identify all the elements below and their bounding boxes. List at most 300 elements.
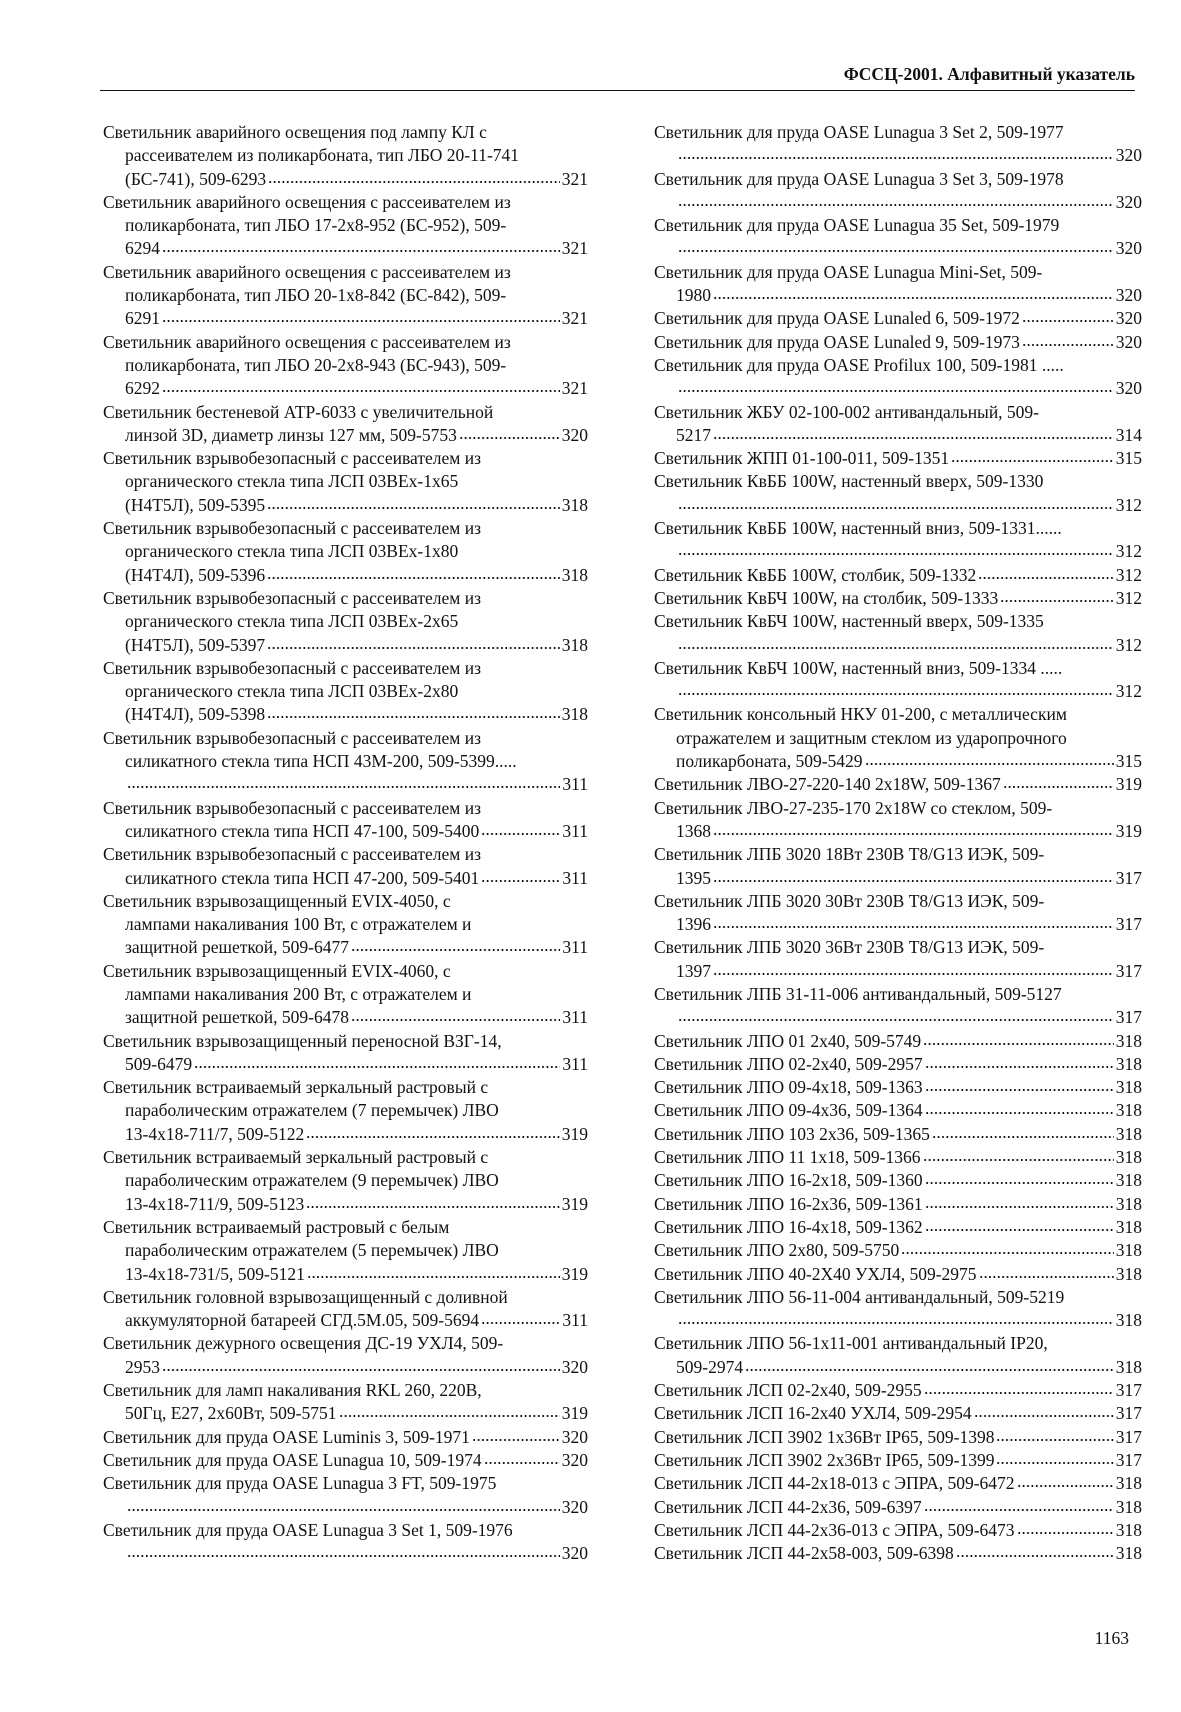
index-entry (654, 1099, 1142, 1122)
entry-text-line: защитной решеткой, 509-6478 (125, 1007, 349, 1028)
leader-dots (713, 832, 1114, 836)
entry-text-line: защитной решеткой, 509-6477 (125, 937, 349, 958)
entry-page-number: 312 (1115, 494, 1142, 515)
entry-text-line: поликарбоната, тип ЛБО 20-2х8-943 (БС-943), 509- (125, 354, 507, 375)
index-entry (103, 960, 588, 1030)
index-entry (654, 1123, 1142, 1146)
entry-page-number: 317 (1115, 867, 1142, 888)
entry-text-line: силикатного стекла типа НСП 43М-200, 509-5399..... (125, 751, 517, 772)
entry-text-line: 1368 (676, 820, 711, 841)
index-entry (103, 727, 588, 797)
index-entry (654, 1030, 1142, 1053)
entry-text-line: Светильник ЛПО 2х80, 509-5750 (654, 1240, 900, 1261)
entry-text-line: рассеивателем из поликарбоната, тип ЛБО 20-11-741 (125, 145, 520, 166)
entry-page-number: 315 (1115, 751, 1142, 772)
leader-dots (481, 879, 560, 883)
entry-page-number: 318 (561, 704, 588, 725)
leader-dots (996, 1461, 1113, 1465)
entry-page-number: 318 (1115, 1473, 1142, 1494)
index-entry (103, 890, 588, 960)
leader-dots (267, 576, 560, 580)
leader-dots (978, 576, 1113, 580)
leader-dots (678, 506, 1114, 510)
entry-page-number: 318 (561, 494, 588, 515)
index-entry (103, 1146, 588, 1216)
entry-text-line: Светильник ЛПО 56-1х11-001 антивандальный IP20, (654, 1333, 1048, 1354)
leader-dots (678, 692, 1114, 696)
entry-text-line: Светильник ЛПО 16-2х18, 509-1360 (654, 1170, 923, 1191)
entry-page-number: 318 (561, 564, 588, 585)
entry-text-line: Светильник бестеневой АТР-6033 с увеличительной (103, 401, 494, 422)
entry-text-line: Светильник ЛСП 3902 1х36Вт IP65, 509-1398 (654, 1426, 995, 1447)
leader-dots (925, 1065, 1114, 1069)
entry-page-number: 318 (1115, 1123, 1142, 1144)
index-entry (654, 1379, 1142, 1402)
entry-page-number: 318 (1115, 1030, 1142, 1051)
index-entry (654, 517, 1142, 564)
entry-text-line: 6292 (125, 378, 160, 399)
entry-page-number: 321 (561, 168, 588, 189)
index-entry (654, 331, 1142, 354)
index-entry (103, 1472, 588, 1519)
index-entry (103, 1519, 588, 1566)
entry-page-number: 320 (561, 1426, 588, 1447)
entry-page-number: 318 (1115, 1519, 1142, 1540)
entry-page-number: 318 (1115, 1216, 1142, 1237)
leader-dots (678, 1321, 1114, 1325)
entry-text-line: Светильник ЛПО 40-2Х40 УХЛ4, 509-2975 (654, 1263, 977, 1284)
entry-text-line: органического стекла типа ЛСП 03ВЕх-1х80 (125, 541, 459, 562)
entry-text-line: 13-4х18-711/9, 509-5123 (125, 1193, 305, 1214)
index-entry (103, 1286, 588, 1333)
index-entry (103, 191, 588, 261)
index-entry (654, 1053, 1142, 1076)
entry-text-line: Светильник ЛСП 44-2х18-013 с ЭПРА, 509-6472 (654, 1473, 1015, 1494)
entry-text-line: (Н4Т5Л), 509-5395 (125, 494, 266, 515)
index-entry (654, 1193, 1142, 1216)
leader-dots (924, 1508, 1114, 1512)
entry-page-number: 312 (1115, 564, 1142, 585)
entry-text-line: Светильник аварийного освещения под лампу КЛ с (103, 122, 487, 142)
leader-dots (162, 389, 560, 393)
index-entry (654, 1542, 1142, 1565)
leader-dots (267, 646, 560, 650)
leader-dots (925, 1181, 1114, 1185)
leader-dots (678, 1018, 1114, 1022)
entry-page-number: 320 (1115, 191, 1142, 212)
entry-page-number: 320 (1115, 331, 1142, 352)
entry-page-number: 312 (1115, 634, 1142, 655)
entry-text-line: Светильник ЛПБ 3020 30Вт 230В Т8/G13 ИЭК, 509- (654, 890, 1045, 911)
leader-dots (713, 925, 1114, 929)
index-entry (654, 564, 1142, 587)
index-entry (654, 401, 1142, 448)
entry-page-number: 320 (561, 424, 588, 445)
leader-dots (1017, 1484, 1114, 1488)
leader-dots (162, 249, 560, 253)
leader-dots (481, 1321, 560, 1325)
leader-dots (932, 1135, 1114, 1139)
entry-page-number: 321 (561, 238, 588, 259)
leader-dots (194, 1065, 560, 1069)
leader-dots (923, 1158, 1114, 1162)
leader-dots (267, 506, 560, 510)
entry-text-line: поликарбоната, 509-5429 (676, 751, 863, 772)
entry-page-number: 318 (1115, 1053, 1142, 1074)
entry-text-line: Светильник ЛПО 09-4х18, 509-1363 (654, 1077, 923, 1098)
entry-text-line: Светильник ЛСП 02-2х40, 509-2955 (654, 1380, 922, 1401)
index-entry (103, 401, 588, 448)
leader-dots (484, 1461, 560, 1465)
entry-page-number: 314 (1115, 424, 1142, 445)
entry-text-line: Светильник ЛПО 103 2х36, 509-1365 (654, 1123, 930, 1144)
leader-dots (162, 319, 560, 323)
index-entry (654, 1263, 1142, 1286)
index-entry (654, 354, 1142, 401)
entry-text-line: Светильник КвБЧ 100W, на столбик, 509-1333 (654, 587, 999, 608)
index-entry (654, 121, 1142, 168)
entry-page-number: 312 (1115, 681, 1142, 702)
entry-text-line: Светильник взрывобезопасный с рассеивателем из (103, 844, 482, 865)
leader-dots (162, 1368, 560, 1372)
index-entry (654, 703, 1142, 773)
index-entry (103, 517, 588, 587)
entry-text-line: Светильник взрывобезопасный с рассеивателем из (103, 518, 482, 539)
entry-text-line: 6294 (125, 238, 160, 259)
entry-text-line: 13-4х18-731/5, 509-5121 (125, 1263, 305, 1284)
leader-dots (924, 1391, 1114, 1395)
entry-text-line: Светильник ЛПБ 3020 18Вт 230В Т8/G13 ИЭК, 509- (654, 844, 1045, 865)
index-entry (654, 1332, 1142, 1379)
index-entry (654, 1286, 1142, 1333)
leader-dots (481, 832, 560, 836)
index-entry (654, 307, 1142, 330)
entry-text-line: 509-6479 (125, 1053, 193, 1074)
entry-page-number: 320 (1115, 145, 1142, 166)
entry-page-number: 320 (561, 1543, 588, 1564)
entry-text-line: Светильник встраиваемый зеркальный растровый с (103, 1077, 489, 1098)
entry-page-number: 319 (1115, 774, 1142, 795)
leader-dots (127, 1554, 560, 1558)
entry-text-line: Светильник взрывобезопасный с рассеивателем из (103, 448, 482, 469)
index-entry (654, 890, 1142, 937)
entry-page-number: 318 (1115, 1147, 1142, 1168)
entry-text-line: Светильник головной взрывозащищенный с доливной (103, 1286, 508, 1307)
leader-dots (713, 296, 1114, 300)
leader-dots (923, 1042, 1114, 1046)
entry-page-number: 320 (1115, 308, 1142, 329)
entry-page-number: 318 (1115, 1310, 1142, 1331)
entry-page-number: 320 (561, 1496, 588, 1517)
leader-dots (268, 180, 560, 184)
entry-page-number: 311 (562, 937, 588, 958)
leader-dots (127, 1508, 560, 1512)
entry-text-line: силикатного стекла типа НСП 47-200, 509-5401 (125, 867, 480, 888)
entry-page-number: 317 (1115, 1007, 1142, 1028)
entry-page-number: 320 (1115, 378, 1142, 399)
entry-text-line: Светильник взрывобезопасный с рассеивателем из (103, 797, 482, 818)
entry-text-line: Светильник ЛПО 11 1х18, 509-1366 (654, 1147, 921, 1168)
leader-dots (925, 1111, 1114, 1115)
index-entry (103, 1332, 588, 1379)
entry-page-number: 320 (1115, 285, 1142, 306)
entry-text-line: Светильник ЛСП 44-2х58-003, 509-6398 (654, 1543, 954, 1564)
entry-text-line: Светильник КвББ 100W, столбик, 509-1332 (654, 564, 977, 585)
entry-text-line: Светильник аварийного освещения с рассеивателем из (103, 261, 511, 282)
entry-page-number: 317 (1115, 914, 1142, 935)
entry-text-line: Светильник ЛПО 09-4х36, 509-1364 (654, 1100, 923, 1121)
index-entry (103, 1076, 588, 1146)
entry-text-line: отражателем и защитным стеклом из ударопрочного (676, 727, 1067, 748)
entry-text-line: органического стекла типа ЛСП 03ВЕх-2х65 (125, 611, 459, 632)
entry-text-line: аккумуляторной батареей СГД.5М.05, 509-5694 (125, 1310, 480, 1331)
entry-text-line: Светильник ЛПО 16-2х36, 509-1361 (654, 1193, 923, 1214)
entry-text-line: 5217 (676, 424, 711, 445)
running-header: ФССЦ-2001. Алфавитный указатель (843, 64, 1135, 84)
entry-text-line: Светильник для пруда OASE Luminis 3, 509-1971 (103, 1426, 470, 1447)
leader-dots (1000, 599, 1114, 603)
leader-dots (745, 1368, 1114, 1372)
entry-text-line: Светильник консольный НКУ 01-200, с металлическим (654, 704, 1067, 725)
index-entry (103, 1449, 588, 1472)
index-entry (654, 1239, 1142, 1262)
entry-text-line: 1980 (676, 285, 711, 306)
entry-text-line: Светильник аварийного освещения с рассеивателем из (103, 191, 511, 212)
entry-text-line: Светильник ЛПО 01 2х40, 509-5749 (654, 1030, 922, 1051)
entry-text-line: Светильник для ламп накаливания RKL 260, 220В, (103, 1380, 482, 1401)
index-entry (654, 587, 1142, 610)
index-entry (654, 936, 1142, 983)
entry-text-line: Светильник ЛВО-27-220-140 2х18W, 509-1367 (654, 774, 1001, 795)
entry-text-line: (БС-741), 509-6293 (125, 168, 267, 189)
entry-page-number: 311 (562, 1310, 588, 1331)
entry-text-line: Светильник для пруда OASE Profilux 100, 509-1981 ..... (654, 354, 1064, 375)
entry-page-number: 318 (1115, 1077, 1142, 1098)
entry-page-number: 311 (562, 1007, 588, 1028)
entry-page-number: 318 (1115, 1170, 1142, 1191)
entry-text-line: 6291 (125, 308, 160, 329)
leader-dots (678, 203, 1114, 207)
entry-text-line: Светильник взрывозащищенный переносной ВЗГ-14, (103, 1030, 502, 1051)
index-entry (654, 797, 1142, 844)
entry-text-line: (Н4Т4Л), 509-5398 (125, 704, 266, 725)
leader-dots (925, 1228, 1114, 1232)
entry-text-line: Светильник КвБЧ 100W, настенный вниз, 509-1334 ..... (654, 657, 1063, 678)
index-column-right (654, 121, 1142, 1565)
index-entry (654, 1076, 1142, 1099)
leader-dots (1003, 785, 1114, 789)
leader-dots (127, 785, 560, 789)
entry-text-line: Светильник для пруда OASE Lunagua 3 FT, 509-1975 (103, 1473, 497, 1494)
entry-page-number: 319 (561, 1403, 588, 1424)
index-entry (654, 447, 1142, 470)
leader-dots (974, 1414, 1114, 1418)
entry-text-line: поликарбоната, тип ЛБО 20-1х8-842 (БС-842), 509- (125, 285, 507, 306)
entry-text-line: Светильник ЛПО 56-11-004 антивандальный, 509-5219 (654, 1286, 1065, 1307)
entry-text-line: органического стекла типа ЛСП 03ВЕх-2х80 (125, 681, 459, 702)
leader-dots (306, 1205, 560, 1209)
entry-page-number: 320 (1115, 238, 1142, 259)
index-entry (654, 470, 1142, 517)
entry-text-line: 1395 (676, 867, 711, 888)
entry-text-line: Светильник дежурного освещения ДС-19 УХЛ4, 509- (103, 1333, 504, 1354)
index-entry (654, 657, 1142, 704)
index-entry (103, 1030, 588, 1077)
entry-page-number: 312 (1115, 541, 1142, 562)
entry-text-line: Светильник ЛВО-27-235-170 2х18W со стеклом, 509- (654, 797, 1053, 818)
index-entry (654, 983, 1142, 1030)
entry-page-number: 318 (1115, 1240, 1142, 1261)
leader-dots (713, 879, 1114, 883)
entry-text-line: Светильник ЖБУ 02-100-002 антивандальный, 509- (654, 401, 1040, 422)
index-entry (654, 1449, 1142, 1472)
entry-page-number: 319 (561, 1123, 588, 1144)
index-entry (654, 1426, 1142, 1449)
entry-text-line: Светильник КвББ 100W, настенный вниз, 509-1331...... (654, 518, 1062, 539)
entry-text-line: Светильник для пруда OASE Lunagua 35 Set, 509-1979 (654, 215, 1060, 236)
entry-text-line: 1396 (676, 914, 711, 935)
index-entry (654, 1169, 1142, 1192)
leader-dots (713, 436, 1114, 440)
entry-text-line: 2953 (125, 1356, 160, 1377)
leader-dots (1017, 1531, 1114, 1535)
leader-dots (339, 1414, 560, 1418)
entry-text-line: Светильник для пруда OASE Lunagua 3 Set 1, 509-1976 (103, 1519, 513, 1540)
entry-text-line: Светильник взрывобезопасный с рассеивателем из (103, 657, 482, 678)
leader-dots (267, 715, 560, 719)
entry-page-number: 318 (1115, 1356, 1142, 1377)
entry-page-number: 317 (1115, 1403, 1142, 1424)
entry-text-line: органического стекла типа ЛСП 03ВЕх-1х65 (125, 471, 459, 492)
index-entry (103, 1379, 588, 1426)
entry-text-line: Светильник для пруда OASE Lunaled 6, 509-1972 (654, 308, 1020, 329)
entry-text-line: Светильник ЛПО 02-2х40, 509-2957 (654, 1053, 923, 1074)
entry-page-number: 321 (561, 378, 588, 399)
leader-dots (996, 1438, 1113, 1442)
index-entry (103, 587, 588, 657)
entry-page-number: 321 (561, 308, 588, 329)
entry-text-line: лампами накаливания 100 Вт, с отражателем и (125, 914, 472, 935)
index-entry (103, 1216, 588, 1286)
leader-dots (925, 1205, 1114, 1209)
entry-text-line: Светильник аварийного освещения с рассеивателем из (103, 331, 511, 352)
entry-page-number: 315 (1115, 448, 1142, 469)
index-entry (103, 1426, 588, 1449)
entry-text-line: Светильник встраиваемый растровый с белым (103, 1216, 450, 1237)
index-entry (654, 168, 1142, 215)
leader-dots (713, 972, 1114, 976)
entry-text-line: Светильник ЛПБ 3020 36Вт 230В Т8/G13 ИЭК, 509- (654, 937, 1045, 958)
entry-page-number: 320 (561, 1356, 588, 1377)
index-entry (654, 1216, 1142, 1239)
entry-text-line: Светильник взрывозащищенный EVIX-4060, с (103, 960, 451, 981)
entry-page-number: 318 (1115, 1496, 1142, 1517)
index-entry (654, 843, 1142, 890)
header-rule (100, 90, 1135, 91)
entry-text-line: линзой 3D, диаметр линзы 127 мм, 509-5753 (125, 424, 457, 445)
entry-text-line: Светильник взрывобезопасный с рассеивателем из (103, 587, 482, 608)
entry-page-number: 311 (562, 774, 588, 795)
entry-page-number: 318 (1115, 1100, 1142, 1121)
entry-text-line: Светильник ЛСП 44-2х36, 509-6397 (654, 1496, 922, 1517)
leader-dots (678, 249, 1114, 253)
entry-page-number: 317 (1115, 1380, 1142, 1401)
leader-dots (865, 762, 1114, 766)
leader-dots (1022, 319, 1114, 323)
entry-text-line: 13-4х18-711/7, 509-5122 (125, 1123, 305, 1144)
entry-page-number: 319 (561, 1193, 588, 1214)
entry-text-line: Светильник для пруда OASE Lunaled 9, 509-1973 (654, 331, 1020, 352)
leader-dots (472, 1438, 560, 1442)
index-entry (654, 1146, 1142, 1169)
leader-dots (678, 552, 1114, 556)
index-entry (654, 1519, 1142, 1542)
entry-text-line: Светильник для пруда OASE Lunagua 3 Set 3, 509-1978 (654, 168, 1064, 189)
index-entry (103, 331, 588, 401)
leader-dots (678, 389, 1114, 393)
index-entry (103, 797, 588, 844)
index-entry (103, 447, 588, 517)
index-entry (654, 214, 1142, 261)
entry-page-number: 317 (1115, 1426, 1142, 1447)
entry-page-number: 318 (1115, 1193, 1142, 1214)
index-entry (654, 1496, 1142, 1519)
entry-text-line: лампами накаливания 200 Вт, с отражателем и (125, 983, 472, 1004)
entry-text-line: 50Гц, Е27, 2х60Вт, 509-5751 (125, 1403, 337, 1424)
entry-text-line: Светильник для пруда OASE Lunagua 3 Set 2, 509-1977 (654, 122, 1064, 142)
entry-page-number: 319 (561, 1263, 588, 1284)
entry-page-number: 311 (562, 1053, 588, 1074)
leader-dots (925, 1088, 1114, 1092)
entry-text-line: 1397 (676, 960, 711, 981)
entry-page-number: 311 (562, 820, 588, 841)
index-entry (103, 657, 588, 727)
index-column-left (103, 121, 588, 1565)
entry-page-number: 318 (1115, 1543, 1142, 1564)
entry-text-line: Светильник взрывобезопасный с рассеивателем из (103, 727, 482, 748)
index-entry (654, 261, 1142, 308)
entry-page-number: 318 (1115, 1263, 1142, 1284)
entry-page-number: 318 (561, 634, 588, 655)
entry-text-line: (Н4Т4Л), 509-5396 (125, 564, 266, 585)
entry-page-number: 320 (561, 1449, 588, 1470)
index-entry (654, 1402, 1142, 1425)
leader-dots (901, 1251, 1113, 1255)
index-entry (654, 773, 1142, 796)
leader-dots (307, 1275, 560, 1279)
leader-dots (979, 1275, 1114, 1279)
index-entry (654, 610, 1142, 657)
entry-page-number: 317 (1115, 960, 1142, 981)
index-entry (103, 843, 588, 890)
entry-page-number: 319 (1115, 820, 1142, 841)
page-number: 1163 (1094, 1628, 1129, 1648)
leader-dots (351, 1018, 560, 1022)
entry-text-line: Светильник ЖПП 01-100-011, 509-1351 (654, 448, 950, 469)
leader-dots (306, 1135, 560, 1139)
index-entry (654, 1472, 1142, 1495)
entry-text-line: Светильник ЛПО 16-4х18, 509-1362 (654, 1216, 923, 1237)
entry-text-line: 509-2974 (676, 1356, 744, 1377)
entry-text-line: Светильник ЛСП 3902 2х36Вт IP65, 509-1399 (654, 1449, 995, 1470)
entry-text-line: Светильник ЛПБ 31-11-006 антивандальный, 509-5127 (654, 983, 1062, 1004)
entry-text-line: Светильник для пруда OASE Lunagua Mini-Set, 509- (654, 261, 1043, 282)
leader-dots (459, 436, 560, 440)
entry-text-line: Светильник ЛСП 44-2х36-013 с ЭПРА, 509-6473 (654, 1519, 1015, 1540)
entry-text-line: (Н4Т5Л), 509-5397 (125, 634, 266, 655)
entry-page-number: 312 (1115, 587, 1142, 608)
entry-text-line: параболическим отражателем (5 перемычек) ЛВО (125, 1240, 499, 1261)
